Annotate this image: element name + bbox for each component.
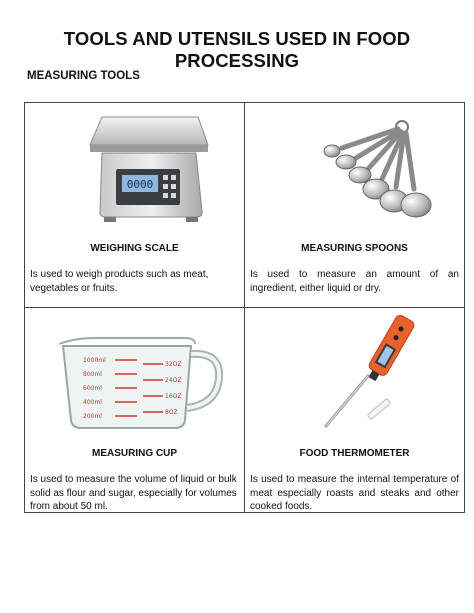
tools-table (24, 102, 465, 513)
cup-marking: 400ml (82, 399, 102, 406)
cup-marking: 16OZ (164, 393, 181, 400)
cup-marking: 1000ml (82, 357, 106, 364)
measuring-spoons-image (245, 103, 464, 231)
section-heading: MEASURING TOOLS (27, 70, 140, 82)
cup-marking: 32OZ (164, 361, 181, 368)
tool-description: Is used to measure the volume of liquid or bulk solid as flour and sugar, especially for volumes from about 50 ml. (30, 474, 237, 512)
cup-marking: 8OZ (164, 409, 178, 416)
tool-description: Is used to measure the internal temperature of meat especially roasts and steaks and other cooked foods. (250, 474, 459, 512)
measuring-cup-image (25, 308, 244, 436)
cup-marking: 200ml (82, 413, 102, 420)
tool-name: MEASURING SPOONS (301, 243, 408, 254)
cup-marking: 24OZ (164, 377, 181, 384)
tool-cell-measuring-cup (25, 308, 245, 513)
tool-description: Is used to weigh products such as meat, vegetables or fruits. (30, 269, 209, 294)
weighing-scale-image (25, 103, 244, 231)
tool-name: FOOD THERMOMETER (299, 448, 410, 459)
table-row (25, 308, 465, 513)
weighing-scale-icon (50, 103, 220, 231)
tool-cell-measuring-spoons (245, 103, 465, 308)
tool-name: WEIGHING SCALE (90, 243, 179, 254)
tool-cell-food-thermometer (245, 308, 465, 513)
cup-marking: 600ml (82, 385, 102, 392)
cup-marking: 800ml (82, 371, 102, 378)
page-title: TOOLS AND UTENSILS USED IN FOOD PROCESSING (63, 28, 411, 71)
tool-name: MEASURING CUP (91, 448, 177, 459)
tool-description: Is used to measure an amount of an ingredient, either liquid or dry. (250, 269, 459, 294)
tool-cell-weighing-scale (25, 103, 245, 308)
measuring-spoons-icon (270, 103, 440, 231)
measuring-cup-icon (35, 308, 235, 436)
table-row (25, 103, 465, 308)
food-thermometer-image (245, 308, 464, 436)
food-thermometer-icon (270, 308, 440, 436)
scale-display-reading: 0000 (126, 178, 153, 191)
